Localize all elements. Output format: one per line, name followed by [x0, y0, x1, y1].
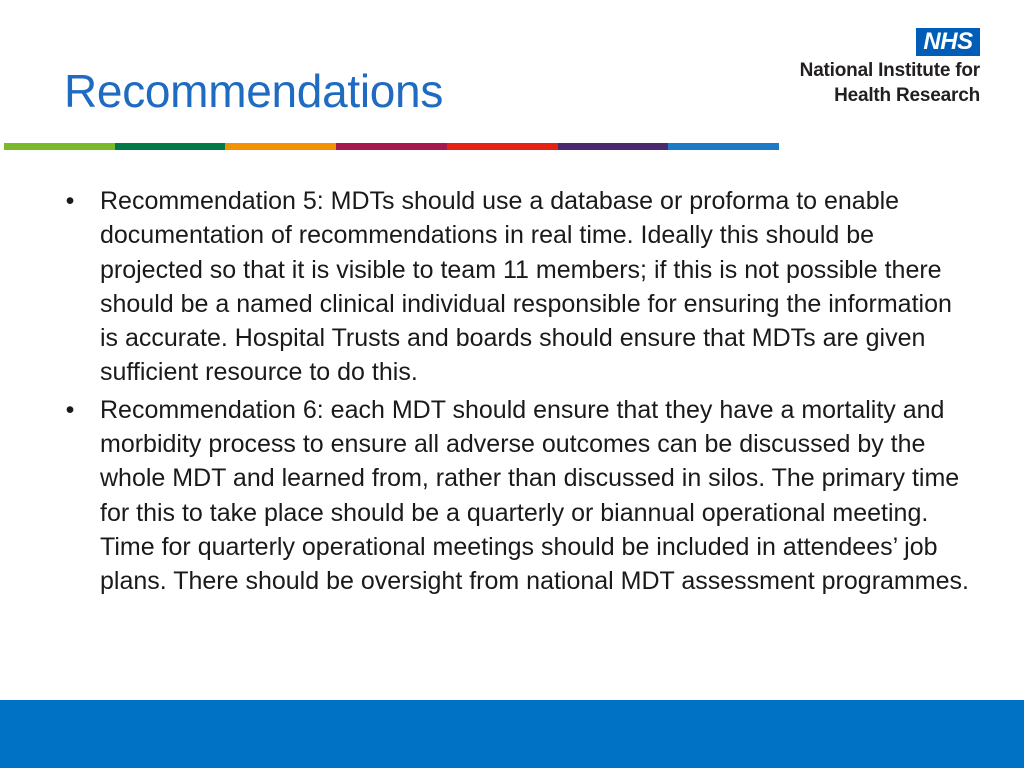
- logo-line-1: National Institute for: [799, 60, 980, 81]
- stripe-segment-purple: [558, 143, 669, 150]
- bullet-text: Recommendation 5: MDTs should use a database or proforma to enable documentation of recommendations in real time. Ideally this should be projected so that it is visible to team 11 members; if this is not possible there should be a named clinical individual responsible for ensuring the information is accurate. Hospital Trusts and boards should ensure that MDTs are given sufficient resource to do this.: [100, 187, 952, 387]
- bullet-marker: •: [65, 187, 75, 215]
- footer-bar: [0, 700, 1024, 768]
- stripe-segment-green: [4, 143, 115, 150]
- bullet-item-recommendation-5: [60, 184, 970, 390]
- slide-title: Recommendations: [64, 65, 444, 117]
- bullet-marker: •: [65, 395, 75, 424]
- bullet-list: [60, 184, 970, 602]
- stripe-segment-magenta: [336, 143, 447, 150]
- bullet-item-recommendation-6: [60, 393, 970, 599]
- stripe-segment-dark-green: [115, 143, 226, 150]
- color-stripe: [4, 143, 779, 150]
- nhs-badge: NHS: [916, 28, 980, 56]
- stripe-segment-orange: [225, 143, 336, 150]
- nihr-logo: [740, 28, 980, 112]
- stripe-segment-red: [447, 143, 558, 150]
- logo-line-2: Health Research: [834, 85, 980, 106]
- bullet-text: Recommendation 6: each MDT should ensure that they have a mortality and morbidity process to ensure all adverse outcomes can be discussed by the whole MDT and learned from, rather than discussed in silos. The primary time for this to take place should be a quarterly or biannual operational meeting. Time for quarterly operational meetings should be included in attendees’ job plans. There should be oversight from national MDT assessment programmes.: [100, 395, 969, 596]
- stripe-segment-blue: [668, 143, 779, 150]
